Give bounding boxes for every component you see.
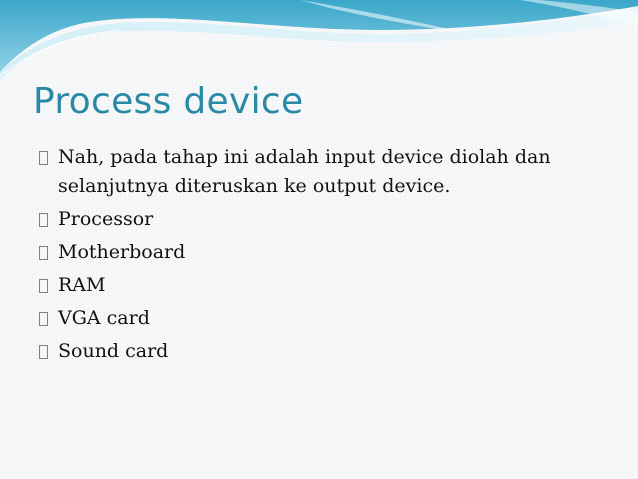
bullet-list bbox=[38, 143, 598, 370]
empty-square-bullet-icon bbox=[39, 345, 48, 359]
bullet-item bbox=[38, 304, 598, 333]
bullet-item bbox=[38, 238, 598, 267]
bullet-text: Motherboard bbox=[58, 241, 186, 263]
bullet-text: Sound card bbox=[58, 340, 169, 362]
bullet-text: VGA card bbox=[58, 307, 150, 329]
bullet-item bbox=[38, 205, 598, 234]
slide-title: Process device bbox=[33, 81, 304, 122]
empty-square-bullet-icon bbox=[39, 279, 48, 293]
empty-square-bullet-icon bbox=[39, 151, 48, 165]
empty-square-bullet-icon bbox=[39, 312, 48, 326]
bullet-item bbox=[38, 337, 598, 366]
bullet-text: Processor bbox=[58, 208, 154, 230]
empty-square-bullet-icon bbox=[39, 213, 48, 227]
bullet-text: Nah, pada tahap ini adalah input device diolah dan selanjutnya diteruskan ke output device. bbox=[58, 146, 551, 197]
bullet-item bbox=[38, 271, 598, 300]
bullet-item bbox=[38, 143, 598, 201]
bullet-text: RAM bbox=[58, 274, 106, 296]
header-wave-decoration bbox=[0, 0, 638, 80]
empty-square-bullet-icon bbox=[39, 246, 48, 260]
